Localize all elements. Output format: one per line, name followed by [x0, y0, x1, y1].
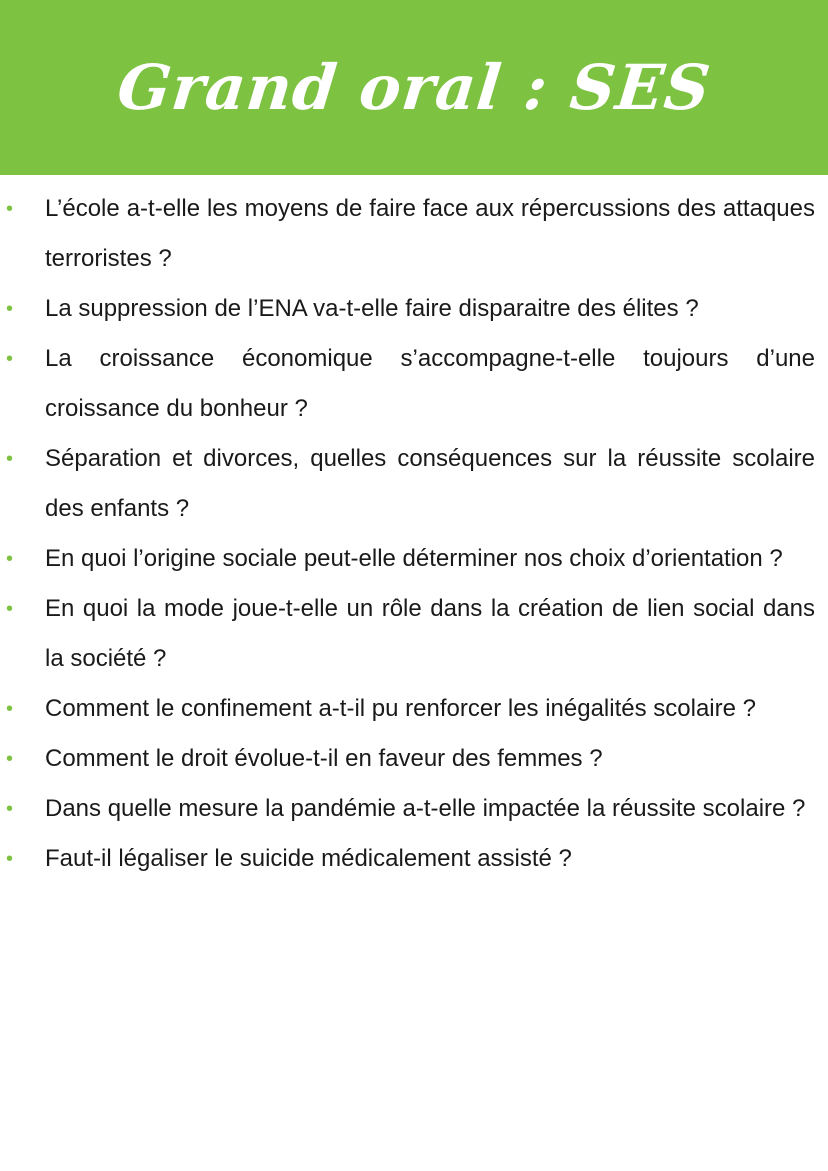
list-item	[0, 734, 828, 784]
bullet-icon: •	[6, 598, 14, 620]
bullet-icon: •	[6, 798, 14, 820]
question-text: En quoi l’origine sociale peut-elle déterminer nos choix d’orientation ?	[45, 545, 783, 572]
question-text: En quoi la mode joue-t-elle un rôle dans la création de lien social dans la société ?	[45, 595, 815, 672]
question-text: La suppression de l’ENA va-t-elle faire disparaitre des élites ?	[45, 295, 699, 322]
bullet-icon: •	[6, 348, 14, 370]
list-item	[0, 434, 828, 534]
question-text: Séparation et divorces, quelles conséquences sur la réussite scolaire des enfants ?	[45, 445, 815, 522]
question-text: L’école a-t-elle les moyens de faire face aux répercussions des attaques terroristes ?	[45, 195, 815, 272]
list-item	[0, 334, 828, 434]
bullet-icon: •	[6, 548, 14, 570]
question-text: Dans quelle mesure la pandémie a-t-elle impactée la réussite scolaire ?	[45, 795, 806, 822]
question-text: Comment le confinement a-t-il pu renforcer les inégalités scolaire ?	[45, 695, 756, 722]
question-text: La croissance économique s’accompagne-t-elle toujours d’une croissance du bonheur ?	[45, 345, 815, 422]
header-banner	[0, 0, 828, 175]
bullet-icon: •	[6, 198, 14, 220]
question-text: Faut-il légaliser le suicide médicalement assisté ?	[45, 845, 572, 872]
list-item	[0, 684, 828, 734]
question-list	[0, 184, 828, 884]
list-item	[0, 584, 828, 684]
list-item	[0, 284, 828, 334]
bullet-icon: •	[6, 848, 14, 870]
page-title: Grand oral : SES	[113, 51, 715, 124]
question-text: Comment le droit évolue-t-il en faveur des femmes ?	[45, 745, 603, 772]
bullet-icon: •	[6, 698, 14, 720]
list-item	[0, 784, 828, 834]
list-item	[0, 534, 828, 584]
bullet-icon: •	[6, 298, 14, 320]
bullet-icon: •	[6, 748, 14, 770]
bullet-icon: •	[6, 448, 14, 470]
list-item	[0, 184, 828, 284]
list-item	[0, 834, 828, 884]
